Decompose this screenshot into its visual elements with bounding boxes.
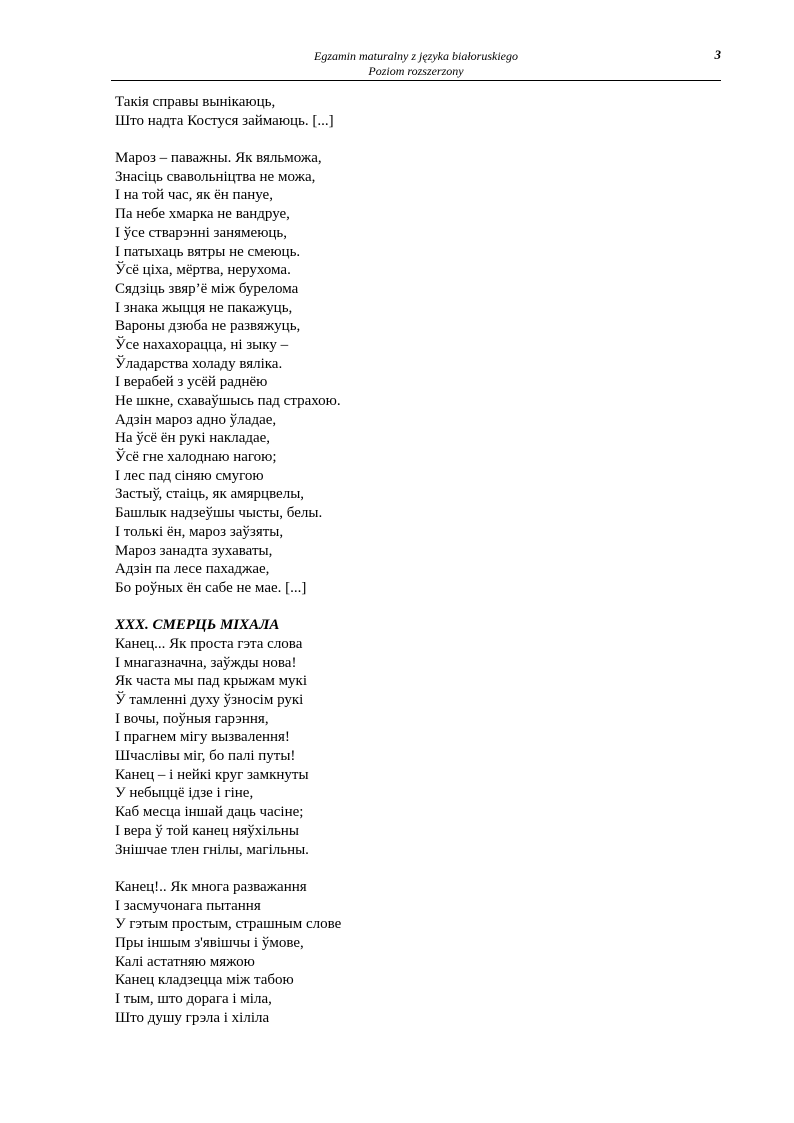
- page-number: 3: [714, 47, 721, 62]
- poem-line: І ўсе стварэнні занямеюць,: [115, 224, 288, 241]
- poem-line: Каб месца іншай даць часіне;: [115, 804, 304, 821]
- poem-line: Па небе хмарка не вандруе,: [115, 206, 290, 223]
- poem-text: [115, 93, 715, 1027]
- poem-line: Як часта мы пад крыжам мукі: [115, 673, 308, 690]
- poem-line: Ў тамленні духу ўзносім рукі: [115, 692, 304, 708]
- poem-line: І патыхаць вятры не смеюць.: [115, 243, 301, 260]
- poem-line: Канец... Як проста гэта слова: [115, 635, 303, 652]
- poem-line: І засмучонага пытання: [115, 897, 261, 914]
- page-header: [111, 47, 721, 81]
- poem-line: І тым, што дорага і міла,: [115, 991, 272, 1007]
- stanza: [115, 878, 715, 1028]
- header-title: Egzamin maturalny z języka białoruskiego: [314, 49, 518, 63]
- section-heading: XXX. СМЕРЦЬ МІХАЛА: [115, 617, 280, 634]
- poem-line: Што душу грэла і хіліла: [115, 1009, 270, 1026]
- poem-line: Знасіць свавольніцтва не можа,: [115, 168, 316, 185]
- poem-line: І верабей з усёй раднёю: [115, 374, 268, 391]
- poem-line: Ўсё ціха, мёртва, нерухома.: [115, 262, 291, 279]
- poem-line: Канец кладзецца між табою: [115, 972, 294, 989]
- poem-line: У небыццё ідзе і гіне,: [115, 785, 254, 802]
- poem-line: І прагнем мігу вызвалення!: [115, 729, 290, 746]
- poem-line: Такія справы вынікаюць,: [115, 94, 276, 110]
- poem-line: Вароны дзюба не развяжуць,: [115, 318, 301, 335]
- poem-line: Мароз – паважны. Як вяльможа,: [115, 150, 322, 167]
- poem-line: І на той час, як ён пануе,: [115, 187, 273, 204]
- stanza: [115, 149, 715, 598]
- poem-line: Бо роўных ён сабе не мае. [...]: [115, 579, 307, 596]
- poem-line: Сядзіць звяр’ё між бурелома: [115, 280, 299, 297]
- poem-line: Ўладарства холаду вяліка.: [115, 355, 283, 372]
- poem-line: Застыў, стаіць, як амярцвелы,: [115, 486, 305, 503]
- poem-line: І мнагазначна, заўжды нова!: [115, 654, 297, 671]
- poem-line: Шчаслівы міг, бо палі путы!: [115, 748, 296, 765]
- stanza: [115, 616, 715, 859]
- poem-line: Пры іншым з'явішчы і ўмове,: [115, 934, 304, 951]
- poem-line: Канец – і нейкі круг замкнуты: [115, 766, 309, 783]
- poem-line: Канец!.. Як многа разважання: [115, 878, 307, 895]
- poem-line: І вера ў той канец няўхільны: [115, 822, 299, 839]
- poem-line: Што надта Костуся займаюць. [...]: [115, 112, 334, 129]
- poem-line: Не шкне, схаваўшысь пад страхою.: [115, 393, 341, 409]
- poem-line: І вочы, поўныя гарэння,: [115, 710, 269, 727]
- poem-line: І толькі ён, мароз заўзяты,: [115, 523, 284, 540]
- poem-line: У гэтым простым, страшным слове: [115, 916, 342, 933]
- poem-line: І знака жыцця не пакажуць,: [115, 299, 293, 316]
- header-subtitle: Poziom rozszerzony: [368, 64, 464, 78]
- poem-line: І лес пад сіняю смугою: [115, 467, 264, 484]
- poem-line: На ўсё ён рукі накладае,: [115, 430, 271, 447]
- poem-line: Ўсё гне халоднаю нагою;: [115, 449, 277, 466]
- poem-line: Ўсе нахахорацца, ні зыку –: [115, 336, 289, 353]
- poem-line: Адзін па лесе пахаджае,: [115, 561, 270, 578]
- poem-line: Знішчае тлен гнілы, магільны.: [115, 841, 309, 858]
- poem-line: Мароз занадта зухаваты,: [115, 542, 273, 559]
- poem-line: Башлык надзеўшы чысты, белы.: [115, 505, 323, 522]
- poem-line: Калі астатняю мяжою: [115, 953, 255, 970]
- stanza: [115, 93, 715, 130]
- poem-line: Адзін мароз адно ўладае,: [115, 411, 277, 428]
